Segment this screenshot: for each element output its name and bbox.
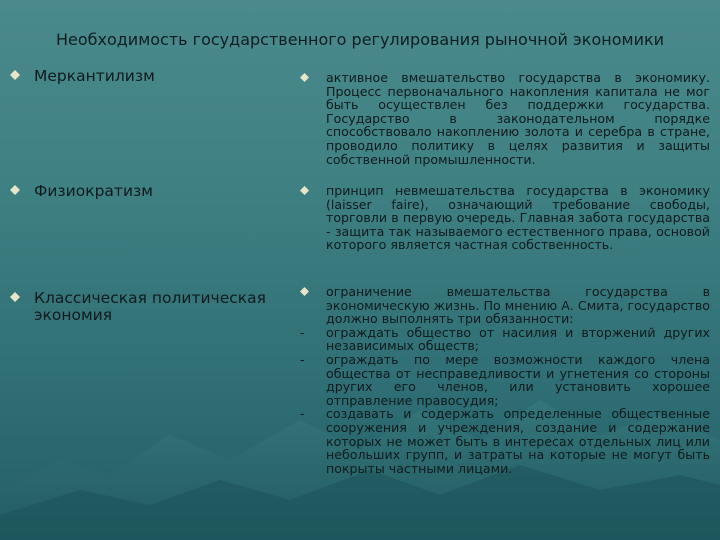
school-label: Физиократизм (34, 182, 153, 200)
description-mercantilism (300, 71, 710, 166)
dash-marker: - (300, 351, 305, 367)
diamond-bullet-icon (10, 292, 20, 302)
state-duty-item (300, 326, 710, 353)
duty-text: ограждать по мере возможности каждого члена общества от несправедливости и угнетения со стороны других его членов, или установить хорошее отправление правосудия; (326, 351, 710, 408)
diamond-bullet-icon (300, 186, 309, 195)
duty-text: ограждать общество от насилия и вторжений других независимых обществ; (326, 324, 710, 354)
state-duty-item (300, 407, 710, 475)
dash-marker: - (300, 324, 305, 340)
slide-title: Необходимость государственного регулирования рыночной экономики (55, 30, 665, 49)
diamond-bullet-icon (10, 70, 20, 80)
diamond-bullet-icon (10, 185, 20, 195)
duty-text: создавать и содержать определенные общественные сооружения и учреждения, создание и содержание которых не может быть в интересах отдельных лиц или небольших групп, и затраты на которые не могут быть покрыты частными лицами. (326, 406, 710, 476)
diamond-bullet-icon (300, 287, 309, 296)
school-label: Меркантилизм (34, 67, 155, 85)
description-physiocracy (300, 184, 710, 252)
dash-marker: - (300, 406, 305, 422)
description-text: ограничение вмешательства государства в экономическую жизнь. По мнению А. Смита, государство должно выполнять три обязанности: (326, 284, 710, 327)
diamond-bullet-icon (300, 73, 309, 82)
description-text: принцип невмешательства государства в экономику (laisser faire), означающий требование свободы, торговли в первую очередь. Главная забота государства - защита так называемого естественного права, основой которого является частная собственность. (326, 183, 710, 253)
state-duty-item (300, 353, 710, 407)
description-text: активное вмешательство государства в экономику. Процесс первоначального накопления капитала не мог быть осуществлен без поддержки государства. Государство в законодательном порядке способствовало накоплению золота и серебра в стране, проводило политику в целях развития и защиты собственной промышленности. (326, 70, 710, 167)
school-label: Классическая политическая экономия (34, 289, 266, 324)
description-classical-economy (300, 285, 710, 475)
